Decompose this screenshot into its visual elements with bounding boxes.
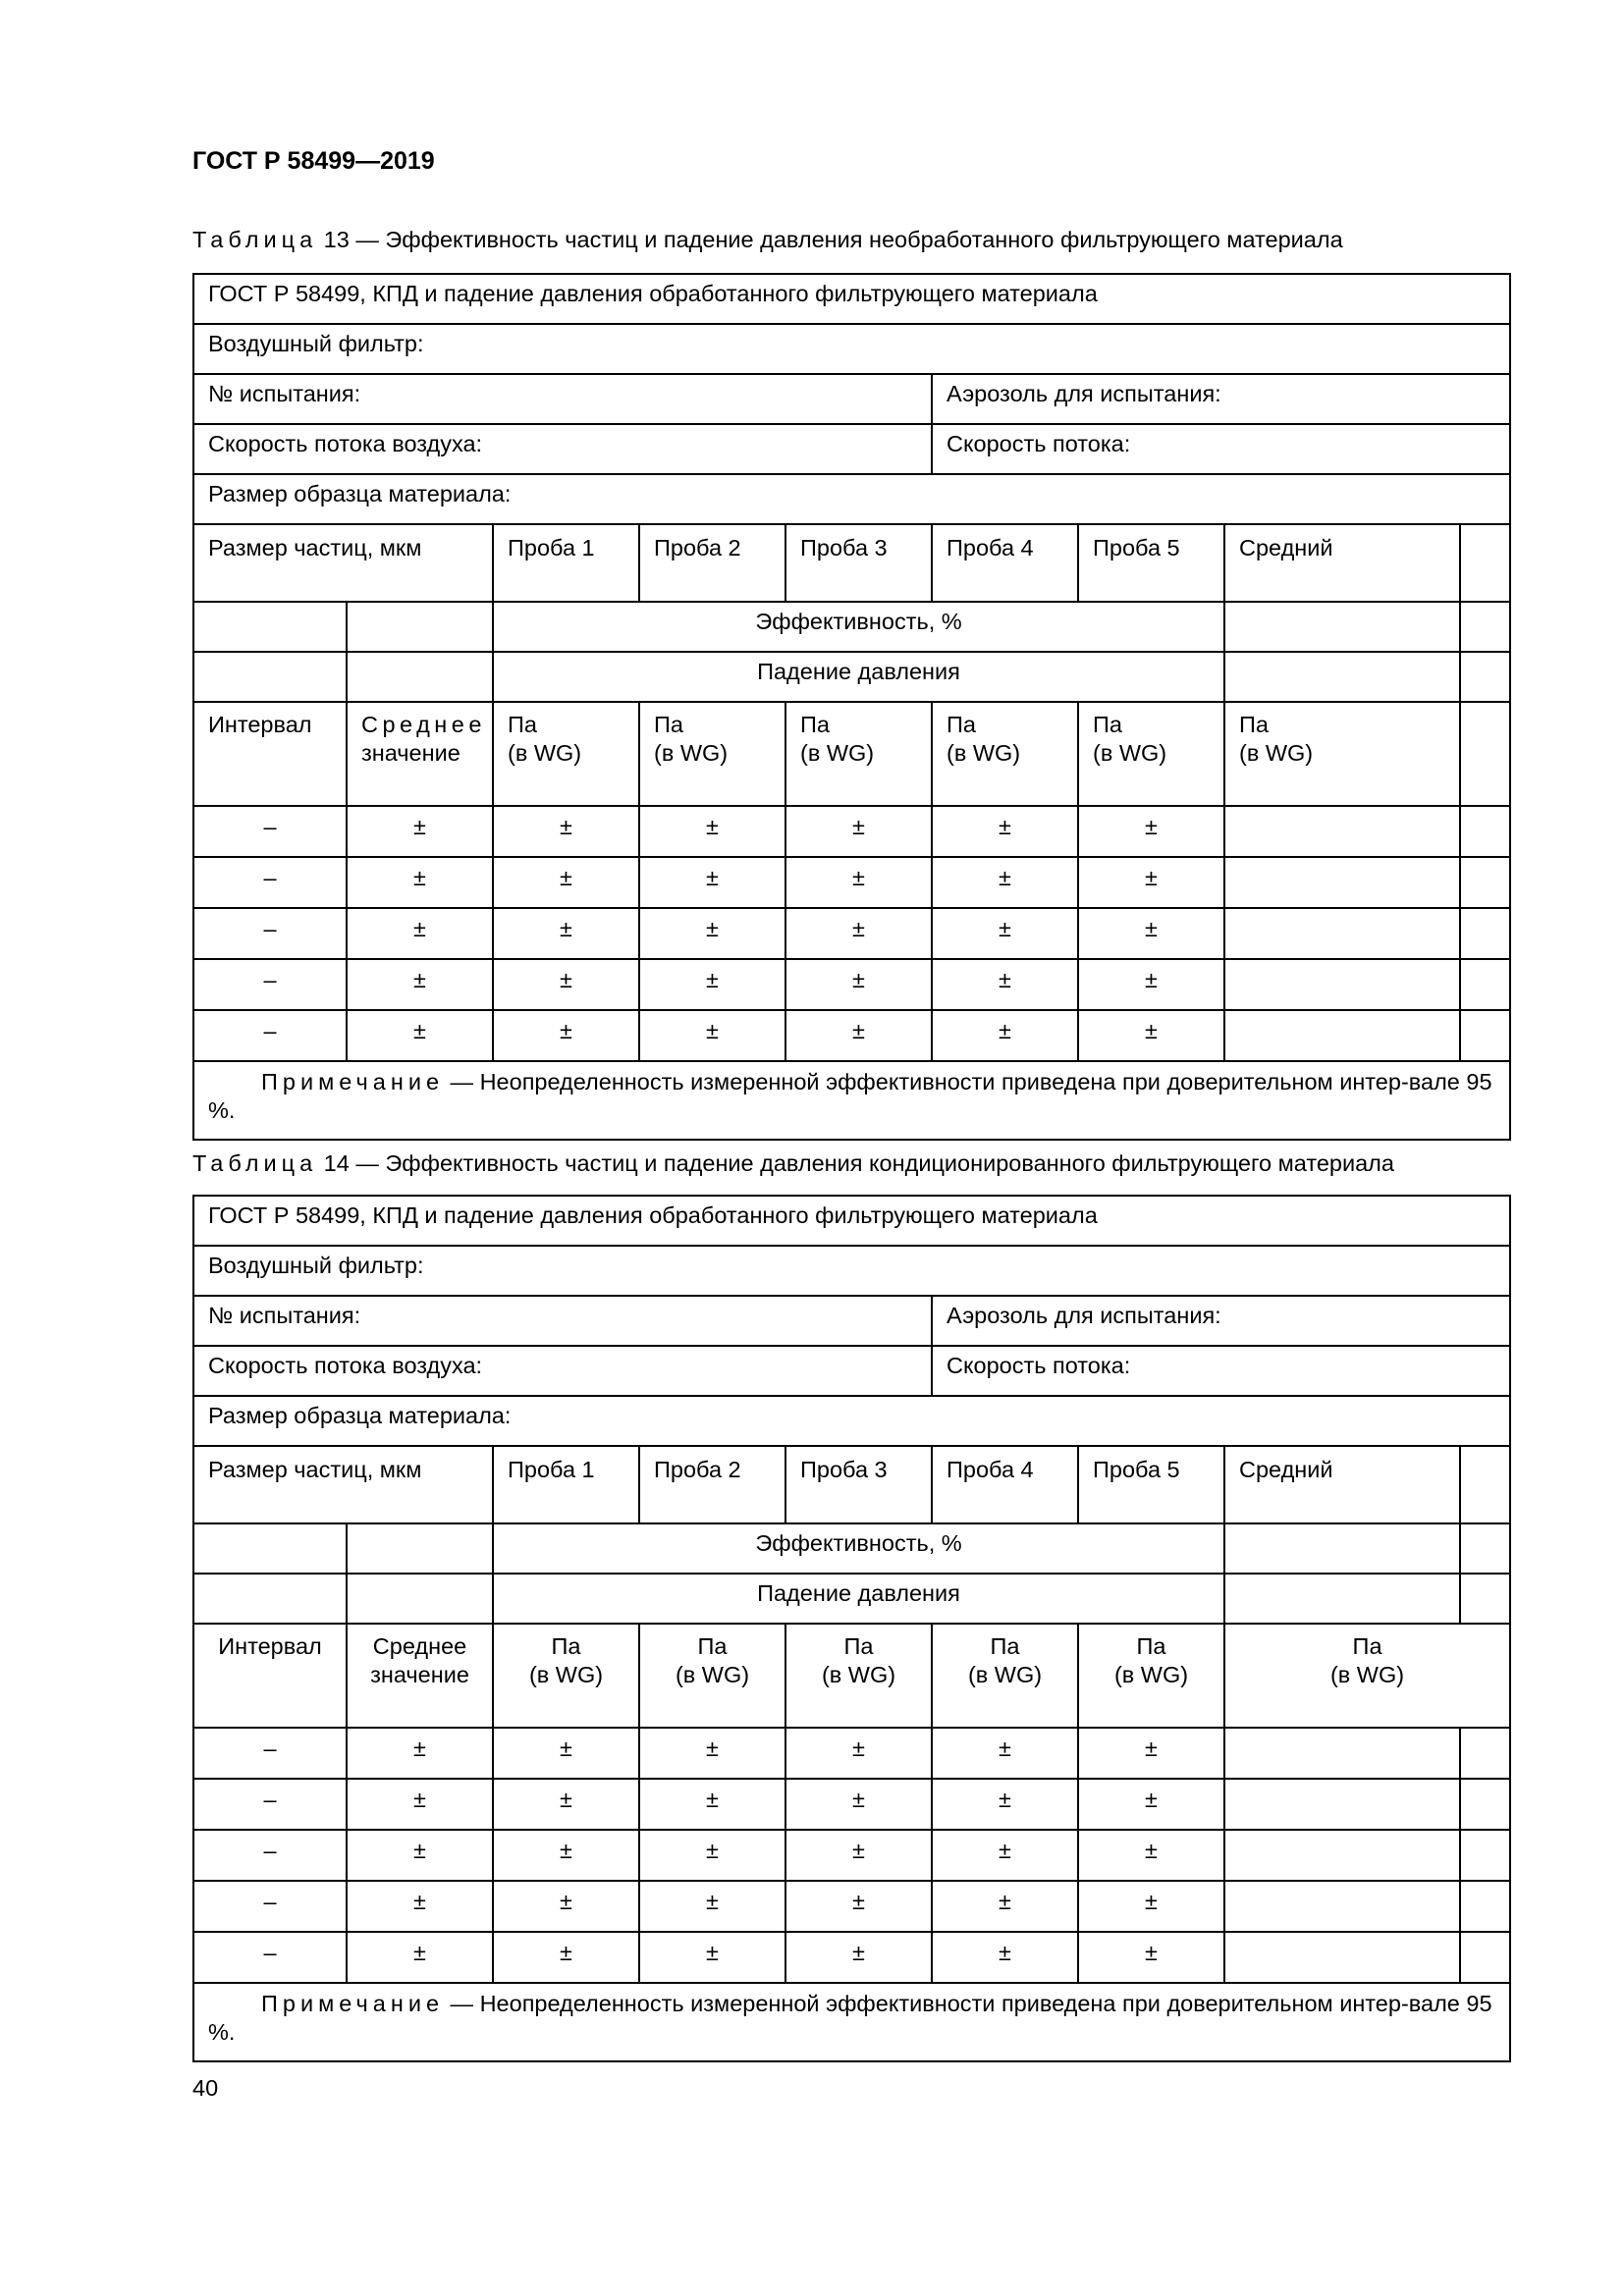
- interval-cell: –: [193, 1728, 347, 1779]
- pm-cell: ±: [932, 1728, 1078, 1779]
- particle-size-header: Размер частиц, мкм: [193, 524, 493, 602]
- empty-cell: [1460, 857, 1510, 908]
- unit-cell: Па (в WG): [639, 1624, 785, 1728]
- table-14: [192, 1195, 1511, 2062]
- empty-cell: [1224, 1523, 1460, 1574]
- table-row: [193, 1010, 1510, 1061]
- air-filter-cell: Воздушный фильтр:: [193, 1246, 1510, 1296]
- pm-cell: ±: [493, 959, 639, 1010]
- pm-cell: ±: [785, 959, 932, 1010]
- unit-cell: Па (в WG): [932, 1624, 1078, 1728]
- pm-cell: ±: [1078, 1728, 1224, 1779]
- empty-cell: [1224, 1881, 1460, 1932]
- pm-cell: ±: [347, 1779, 493, 1830]
- air-flow-cell: Скорость потока воздуха:: [193, 1346, 932, 1396]
- interval-cell: –: [193, 1010, 347, 1061]
- pm-cell: ±: [493, 1779, 639, 1830]
- empty-cell: [347, 652, 493, 702]
- empty-cell: [1224, 1830, 1460, 1881]
- page-number: 40: [192, 2075, 219, 2101]
- form-title-cell: ГОСТ Р 58499, КПД и падение давления обработанного фильтрующего материала: [193, 1196, 1510, 1246]
- table-row: [193, 908, 1510, 959]
- pm-cell: ±: [932, 908, 1078, 959]
- empty-cell: [1224, 652, 1460, 702]
- note-label: Примечание: [261, 1069, 445, 1095]
- pm-cell: ±: [932, 959, 1078, 1010]
- note-text: — Неопределенность измеренной эффективности приведена при доверительном интер-вале 95 %.: [208, 1069, 1492, 1123]
- sample-3-header: Проба 3: [785, 1446, 932, 1523]
- pm-cell: ±: [1078, 1881, 1224, 1932]
- empty-cell: [1460, 1523, 1510, 1574]
- empty-cell: [1224, 857, 1460, 908]
- flow-rate-cell: Скорость потока:: [932, 1346, 1510, 1396]
- empty-cell: [1460, 524, 1510, 602]
- pm-cell: ±: [493, 908, 639, 959]
- table-row: [193, 1881, 1510, 1932]
- pm-cell: ±: [493, 1728, 639, 1779]
- unit-cell: Па (в WG): [932, 702, 1078, 806]
- caption-label: Таблица: [192, 227, 318, 252]
- empty-cell: [1460, 1728, 1510, 1779]
- empty-cell: [1460, 806, 1510, 857]
- empty-cell: [1224, 602, 1460, 652]
- pm-cell: ±: [347, 959, 493, 1010]
- empty-cell: [1224, 1779, 1460, 1830]
- test-number-cell: № испытания:: [193, 374, 932, 424]
- table-14-caption: [192, 1150, 1394, 1177]
- sample-size-cell: Размер образца материала:: [193, 1396, 1510, 1446]
- sample-5-header: Проба 5: [1078, 1446, 1224, 1523]
- table-row: [193, 1728, 1510, 1779]
- empty-cell: [1224, 1932, 1460, 1983]
- pm-cell: ±: [785, 857, 932, 908]
- empty-cell: [1460, 1010, 1510, 1061]
- efficiency-header: Эффективность, %: [493, 1523, 1224, 1574]
- empty-cell: [1460, 702, 1510, 806]
- pm-cell: ±: [1078, 1932, 1224, 1983]
- interval-header: Интервал: [193, 702, 347, 806]
- pm-cell: ±: [347, 1881, 493, 1932]
- sample-2-header: Проба 2: [639, 524, 785, 602]
- mean-value-header: Среднее значение: [347, 1624, 493, 1728]
- interval-cell: –: [193, 1932, 347, 1983]
- empty-cell: [1460, 652, 1510, 702]
- unit-cell: Па (в WG): [1224, 702, 1460, 806]
- pm-cell: ±: [785, 806, 932, 857]
- pressure-drop-header: Падение давления: [493, 1574, 1224, 1624]
- pm-cell: ±: [785, 1830, 932, 1881]
- pm-cell: ±: [932, 1830, 1078, 1881]
- pm-cell: ±: [1078, 1779, 1224, 1830]
- table-row: [193, 857, 1510, 908]
- pm-cell: ±: [1078, 959, 1224, 1010]
- pm-cell: ±: [347, 1830, 493, 1881]
- sample-1-header: Проба 1: [493, 1446, 639, 1523]
- table-row: [193, 1779, 1510, 1830]
- unit-cell: Па (в WG): [1224, 1624, 1510, 1728]
- empty-cell: [347, 1574, 493, 1624]
- empty-cell: [1224, 1574, 1460, 1624]
- pm-cell: ±: [932, 1932, 1078, 1983]
- empty-cell: [1460, 908, 1510, 959]
- form-title-cell: ГОСТ Р 58499, КПД и падение давления обработанного фильтрующего материала: [193, 274, 1510, 324]
- flow-rate-cell: Скорость потока:: [932, 424, 1510, 474]
- pm-cell: ±: [785, 1881, 932, 1932]
- pm-cell: ±: [639, 959, 785, 1010]
- pm-cell: ±: [932, 1010, 1078, 1061]
- pm-cell: ±: [1078, 1010, 1224, 1061]
- sample-size-cell: Размер образца материала:: [193, 474, 1510, 524]
- empty-cell: [1460, 1932, 1510, 1983]
- unit-cell: Па (в WG): [785, 702, 932, 806]
- unit-cell: Па (в WG): [639, 702, 785, 806]
- table-row: [193, 1830, 1510, 1881]
- pm-cell: ±: [1078, 908, 1224, 959]
- average-header: Средний: [1224, 524, 1460, 602]
- sample-4-header: Проба 4: [932, 1446, 1078, 1523]
- table-note: [193, 1061, 1510, 1140]
- empty-cell: [1224, 959, 1460, 1010]
- particle-size-header: Размер частиц, мкм: [193, 1446, 493, 1523]
- pm-cell: ±: [347, 857, 493, 908]
- table-row: [193, 959, 1510, 1010]
- pm-cell: ±: [932, 806, 1078, 857]
- pm-cell: ±: [493, 1932, 639, 1983]
- pm-cell: ±: [639, 1830, 785, 1881]
- sample-4-header: Проба 4: [932, 524, 1078, 602]
- air-flow-cell: Скорость потока воздуха:: [193, 424, 932, 474]
- empty-cell: [1460, 1446, 1510, 1523]
- pm-cell: ±: [785, 1932, 932, 1983]
- sample-2-header: Проба 2: [639, 1446, 785, 1523]
- unit-cell: Па (в WG): [493, 702, 639, 806]
- empty-cell: [1460, 602, 1510, 652]
- pm-cell: ±: [1078, 1830, 1224, 1881]
- pm-cell: ±: [347, 1728, 493, 1779]
- pm-cell: ±: [785, 1779, 932, 1830]
- caption-label: Таблица: [192, 1150, 318, 1176]
- pm-cell: ±: [639, 1932, 785, 1983]
- pressure-drop-header: Падение давления: [493, 652, 1224, 702]
- table-13-caption: [192, 227, 1343, 253]
- table-row: [193, 806, 1510, 857]
- empty-cell: [193, 652, 347, 702]
- pm-cell: ±: [639, 1779, 785, 1830]
- empty-cell: [1224, 1728, 1460, 1779]
- unit-cell: Па (в WG): [493, 1624, 639, 1728]
- pm-cell: ±: [932, 857, 1078, 908]
- pm-cell: ±: [493, 1010, 639, 1061]
- pm-cell: ±: [493, 1881, 639, 1932]
- pm-cell: ±: [639, 908, 785, 959]
- empty-cell: [193, 602, 347, 652]
- air-filter-cell: Воздушный фильтр:: [193, 324, 1510, 374]
- interval-header: Интервал: [193, 1624, 347, 1728]
- note-text: — Неопределенность измеренной эффективности приведена при доверительном интер-вале 95 %.: [208, 1991, 1492, 2045]
- empty-cell: [1224, 908, 1460, 959]
- empty-cell: [347, 602, 493, 652]
- empty-cell: [1460, 1574, 1510, 1624]
- pm-cell: ±: [493, 1830, 639, 1881]
- caption-text: 14 — Эффективность частиц и падение давления кондиционированного фильтрующего материала: [317, 1150, 1394, 1176]
- empty-cell: [1460, 1830, 1510, 1881]
- pm-cell: ±: [639, 1010, 785, 1061]
- average-header: Средний: [1224, 1446, 1460, 1523]
- document-header: ГОСТ Р 58499—2019: [192, 147, 435, 175]
- empty-cell: [1460, 1881, 1510, 1932]
- interval-cell: –: [193, 1830, 347, 1881]
- caption-text: 13 — Эффективность частиц и падение давления необработанного фильтрующего материала: [317, 227, 1343, 252]
- pm-cell: ±: [785, 1010, 932, 1061]
- pm-cell: ±: [785, 908, 932, 959]
- pm-cell: ±: [932, 1881, 1078, 1932]
- aerosol-cell: Аэрозоль для испытания:: [932, 374, 1510, 424]
- empty-cell: [193, 1523, 347, 1574]
- pm-cell: ±: [493, 806, 639, 857]
- unit-cell: Па (в WG): [1078, 702, 1224, 806]
- empty-cell: [347, 1523, 493, 1574]
- pm-cell: ±: [1078, 857, 1224, 908]
- pm-cell: ±: [347, 806, 493, 857]
- empty-cell: [1460, 959, 1510, 1010]
- interval-cell: –: [193, 1779, 347, 1830]
- unit-cell: Па (в WG): [785, 1624, 932, 1728]
- pm-cell: ±: [932, 1779, 1078, 1830]
- efficiency-header: Эффективность, %: [493, 602, 1224, 652]
- pm-cell: ±: [347, 1932, 493, 1983]
- pm-cell: ±: [347, 908, 493, 959]
- interval-cell: –: [193, 908, 347, 959]
- pm-cell: ±: [493, 857, 639, 908]
- unit-cell: Па (в WG): [1078, 1624, 1224, 1728]
- table-note: [193, 1983, 1510, 2061]
- interval-cell: –: [193, 1881, 347, 1932]
- empty-cell: [1460, 1779, 1510, 1830]
- table-13: [192, 273, 1511, 1141]
- pm-cell: ±: [785, 1728, 932, 1779]
- note-label: Примечание: [261, 1991, 445, 2016]
- pm-cell: ±: [1078, 806, 1224, 857]
- interval-cell: –: [193, 806, 347, 857]
- pm-cell: ±: [639, 1881, 785, 1932]
- empty-cell: [1224, 806, 1460, 857]
- interval-cell: –: [193, 857, 347, 908]
- aerosol-cell: Аэрозоль для испытания:: [932, 1296, 1510, 1346]
- interval-cell: –: [193, 959, 347, 1010]
- empty-cell: [1224, 1010, 1460, 1061]
- test-number-cell: № испытания:: [193, 1296, 932, 1346]
- table-row: [193, 1932, 1510, 1983]
- sample-5-header: Проба 5: [1078, 524, 1224, 602]
- pm-cell: ±: [639, 857, 785, 908]
- pm-cell: ±: [639, 1728, 785, 1779]
- pm-cell: ±: [347, 1010, 493, 1061]
- empty-cell: [193, 1574, 347, 1624]
- mean-value-header: Среднее значение: [347, 702, 493, 806]
- sample-3-header: Проба 3: [785, 524, 932, 602]
- pm-cell: ±: [639, 806, 785, 857]
- sample-1-header: Проба 1: [493, 524, 639, 602]
